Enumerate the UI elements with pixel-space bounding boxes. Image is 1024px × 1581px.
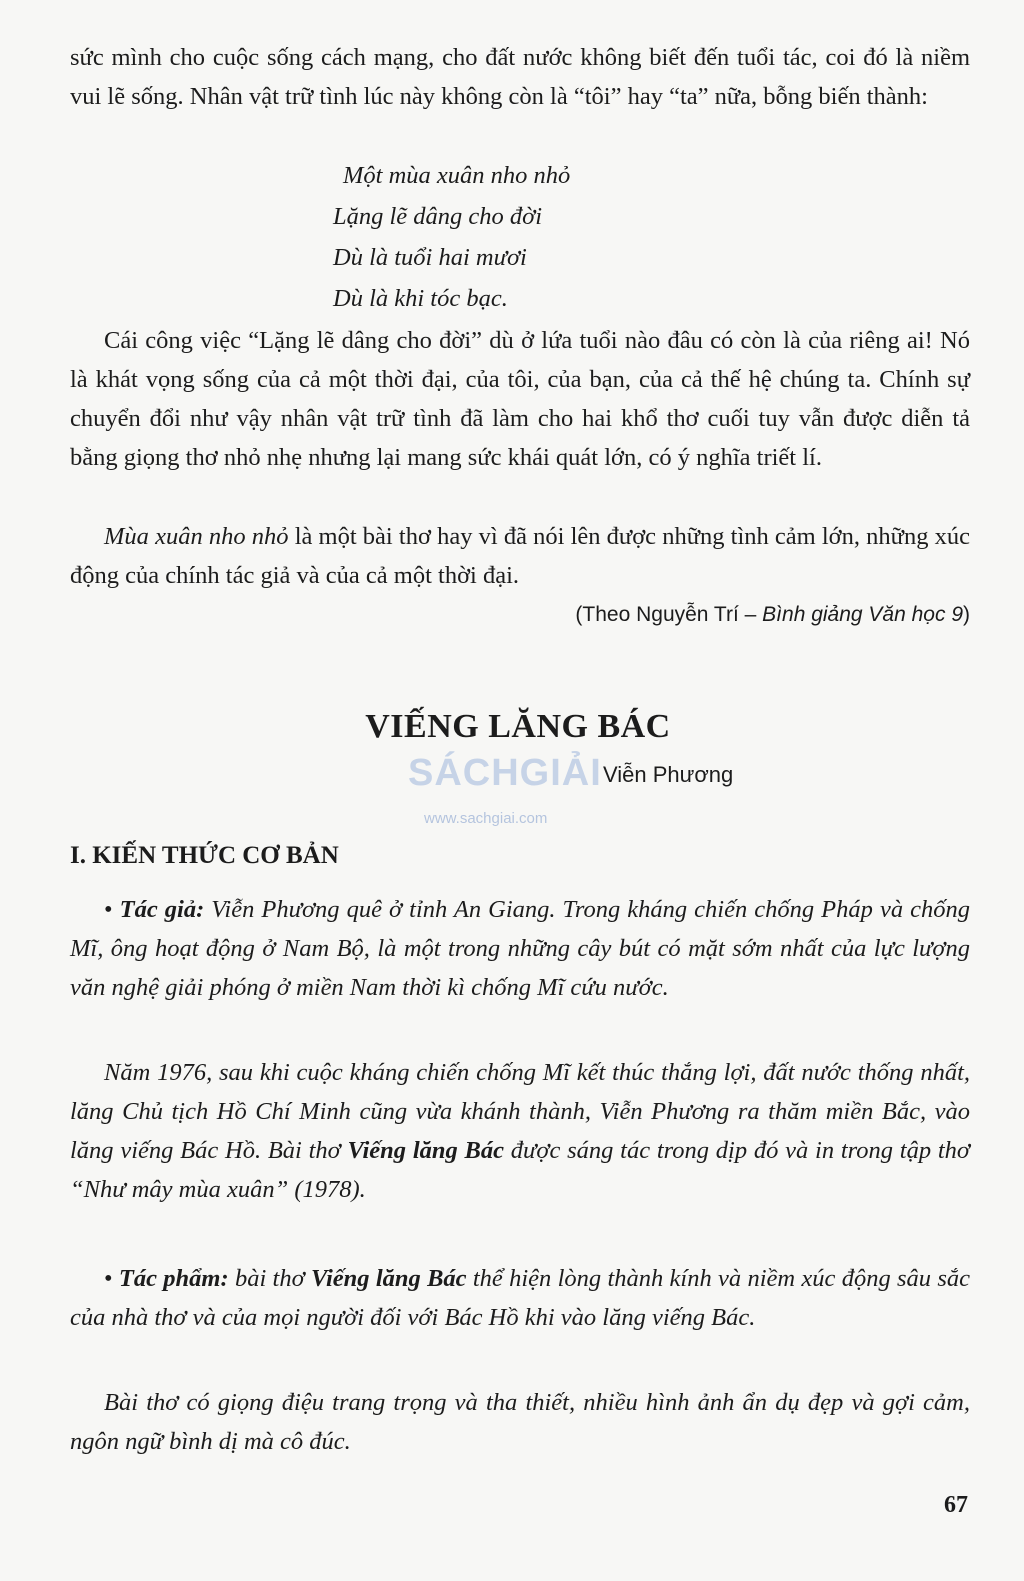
- verse-line: Dù là khi tóc bạc.: [333, 285, 508, 312]
- bullet-author-text: Viễn Phương quê ở tỉnh An Giang. Trong kháng chiến chống Pháp và chống Mĩ, ông hoạt động ở Nam Bộ, là một trong những cây bút có mặt sớm nhất của lực lượng văn nghệ giải phóng ở miền Nam thời kì chống Mĩ cứu nước.: [70, 896, 970, 1001]
- paragraph-style-text: Bài thơ có giọng điệu trang trọng và tha thiết, nhiều hình ảnh ẩn dụ đẹp và gợi cảm, ngôn ngữ bình dị mà cô đúc.: [70, 1389, 970, 1455]
- verse-line: Một mùa xuân nho nhỏ: [343, 162, 571, 189]
- paragraph-analysis: [70, 321, 970, 477]
- poem-name-bold: Viếng lăng Bác: [347, 1137, 504, 1164]
- paragraph-conclusion-text: là một bài thơ hay vì đã nói lên được những tình cảm lớn, những xúc động của chính tác giả và của cả một thời đại.: [70, 523, 970, 589]
- bullet-icon: •: [104, 896, 120, 923]
- bullet-author-label: Tác giả:: [119, 896, 205, 923]
- poem-title-italic: Mùa xuân nho nhỏ: [104, 523, 289, 550]
- watermark-logo: [408, 752, 618, 832]
- watermark-url: www.sachgiai.com: [424, 810, 548, 827]
- bullet-icon: •: [104, 1265, 119, 1292]
- poem-title: VIẾNG LĂNG BÁC: [365, 708, 671, 745]
- source-citation: (Theo Nguyễn Trí – Bình giảng Văn học 9): [575, 603, 970, 626]
- poem-excerpt: [333, 155, 570, 319]
- source-book-title: Bình giảng Văn học 9: [762, 603, 963, 626]
- poem-author: Viễn Phương: [603, 762, 734, 787]
- watermark-logo-text: SÁCHGIẢI: [408, 752, 602, 794]
- poem-name-bold: Viếng lăng Bác: [311, 1265, 467, 1292]
- paragraph-style: [70, 1383, 970, 1461]
- bullet-author: [70, 890, 970, 1007]
- paragraph-intro-text: sức mình cho cuộc sống cách mạng, cho đất nước không biết đến tuổi tác, coi đó là niềm vui lẽ sống. Nhân vật trữ tình lúc này không còn là “tôi” hay “ta” nữa, bỗng biến thành:: [70, 44, 970, 110]
- paragraph-history: Năm 1976, sau khi cuộc kháng chiến chống Mĩ kết thúc thắng lợi, đất nước thống nhất, lăng Chủ tịch Hồ Chí Minh cũng vừa khánh thành, Viễn Phương ra thăm miền Bắc, vào lăng viếng Bác Hồ. Bài thơ Viếng lăng Bác được sáng tác trong dịp đó và in trong tập thơ “Như mây mùa xuân” (1978).: [70, 1059, 970, 1203]
- section-heading: I. KIẾN THỨC CƠ BẢN: [70, 842, 339, 869]
- paragraph-analysis-text: Cái công việc “Lặng lẽ dâng cho đời” dù ở lứa tuổi nào đâu có còn là của riêng ai! Nó là khát vọng sống của cả một thời đại, của tôi, của bạn, của cả thế hệ chúng ta. Chính sự chuyển đổi như vậy nhân vật trữ tình đã làm cho hai khổ thơ cuối tuy vẫn được diễn tả bằng giọng thơ nhỏ nhẹ nhưng lại mang sức khái quát lớn, có ý nghĩa triết lí.: [70, 327, 970, 471]
- paragraph-intro: [70, 38, 970, 116]
- verse-line: Lặng lẽ dâng cho đời: [333, 203, 543, 230]
- paragraph-conclusion: [70, 517, 970, 595]
- bullet-work: • Tác phẩm: bài thơ Viếng lăng Bác thể hiện lòng thành kính và niềm xúc động sâu sắc của nhà thơ và của mọi người đối với Bác Hồ khi vào lăng viếng Bác.: [70, 1265, 971, 1331]
- bullet-work-label: Tác phẩm:: [118, 1265, 229, 1292]
- page-number: 67: [944, 1492, 968, 1518]
- verse-line: Dù là tuổi hai mươi: [333, 244, 527, 271]
